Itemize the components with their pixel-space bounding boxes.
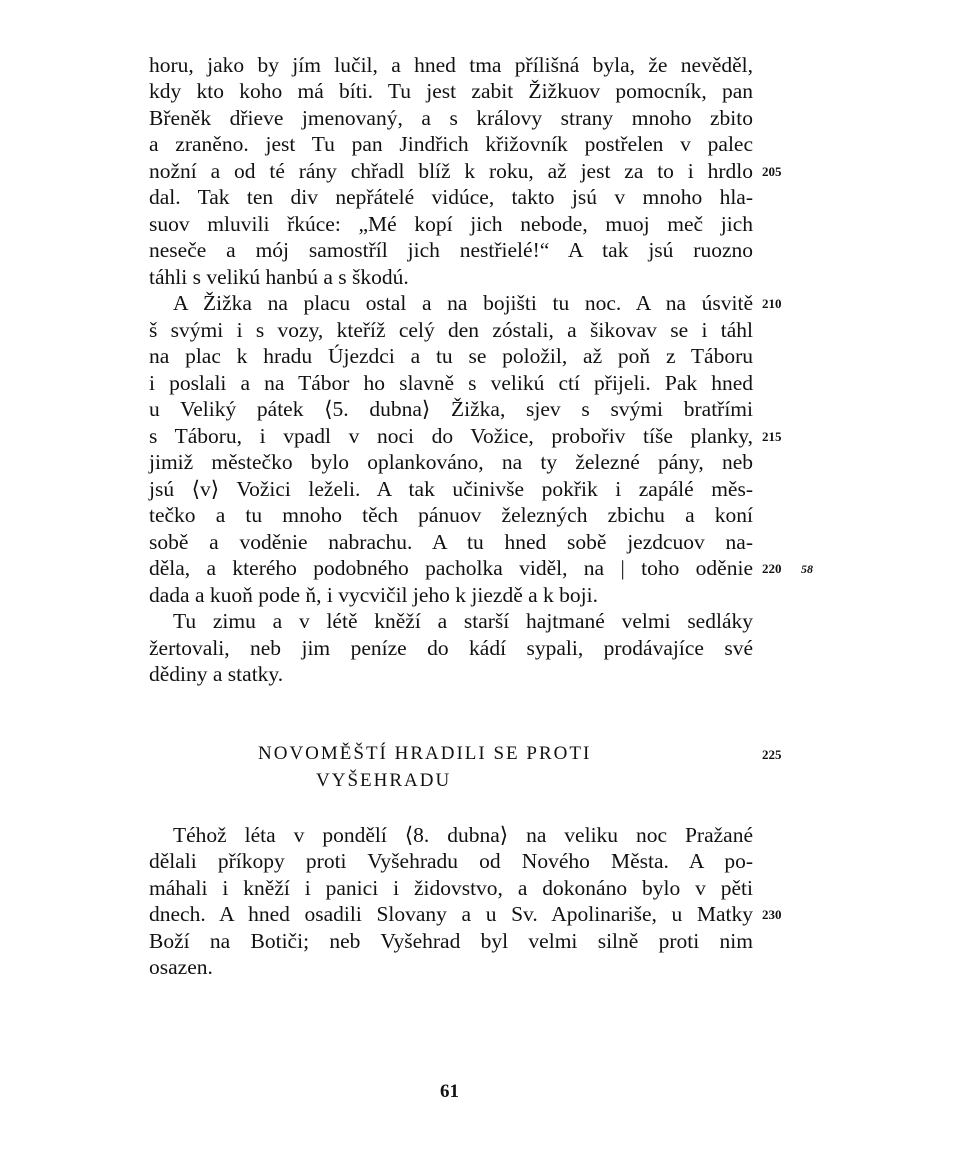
text-line: i poslali a na Tábor ho slavně s velikú ctí přijeli. Pak hned	[149, 371, 753, 395]
text-line: neseče a mój samostříl jich nestřielé!“ A tak jsú ruozno	[149, 238, 753, 262]
text-line: máhali i kněží i panici i židovstvo, a dokonáno bylo v pěti	[149, 876, 753, 900]
text-line: dělali příkopy proti Vyšehradu od Nového Města. A po-	[149, 849, 753, 873]
text-line: kdy kto koho má bíti. Tu jest zabit Žižkuov pomocník, pan	[149, 79, 753, 103]
text-line: horu, jako by jím lučil, a hned tma přílišná byla, že nevěděl,	[149, 53, 753, 77]
text-line: A Žižka na placu ostal a na bojišti tu noc. A na úsvitě	[173, 291, 753, 315]
text-line: táhli s velikú hanbú a s škodú.	[149, 265, 409, 289]
section-heading: NOVOMĚŠTÍ HRADILI SE PROTI	[258, 743, 592, 764]
text-line: dada a kuoň pode ň, i vycvičil jeho k jiezdě a k boji.	[149, 583, 598, 607]
text-line: jimiž městečko bylo oplankováno, na ty železné pány, neb	[149, 450, 753, 474]
text-line: dal. Tak ten div nepřátelé vidúce, takto jsú v mnoho hla-	[149, 185, 753, 209]
text-line: žertovali, neb jim peníze do kádí sypali, prodávajíce své	[149, 636, 753, 660]
text-line: na plac k hradu Újezdci a tu se položil, až poň z Táboru	[149, 344, 753, 368]
line-number: 220	[762, 561, 782, 576]
text-line: nožní a od té rány chřadl blíž k roku, až jest za to i hrdlo	[149, 159, 753, 183]
line-number: 205	[762, 164, 782, 179]
text-line: Tu zimu a v létě kněží a starší hajtmané velmi sedláky	[173, 609, 753, 633]
text-line: s Táboru, i vpadl v noci do Vožice, probořiv tíše planky,	[149, 424, 753, 448]
text-line: š svými i s vozy, kteříž celý den zóstali, a šikovav se i táhl	[149, 318, 753, 342]
source-page-marker: 58	[801, 562, 813, 576]
text-line: Břeněk dřieve jmenovaný, a s královy strany mnoho zbito	[149, 106, 753, 130]
line-number: 225	[762, 747, 782, 762]
text-line: a zraněno. jest Tu pan Jindřich křižovník postřelen v palec	[149, 132, 753, 156]
text-line: Téhož léta v pondělí ⟨8. dubna⟩ na veliku noc Pražané	[173, 823, 753, 847]
section-heading: VYŠEHRADU	[316, 770, 452, 791]
text-line: děla, a kterého podobného pacholka viděl, na | toho oděnie	[149, 556, 753, 580]
line-number: 215	[762, 429, 782, 444]
text-line: suov mluvili řkúce: „Mé kopí jich nebode, muoj meč jich	[149, 212, 753, 236]
text-line: Boží na Botiči; neb Vyšehrad byl velmi silně proti nim	[149, 929, 753, 953]
text-line: tečko a tu mnoho těch pánuov železných zbichu a koní	[149, 503, 753, 527]
text-line: dnech. A hned osadili Slovany a u Sv. Apolinariše, u Matky	[149, 902, 753, 926]
text-line: u Veliký pátek ⟨5. dubna⟩ Žižka, sjev s svými bratřími	[149, 397, 753, 421]
text-line: sobě a voděnie nabrachu. A tu hned sobě jezdcuov na-	[149, 530, 753, 554]
text-line: dědiny a statky.	[149, 662, 284, 686]
text-line: jsú ⟨v⟩ Vožici leželi. A tak učinivše pokřik i zapálé měs-	[149, 477, 753, 501]
line-number: 210	[762, 296, 782, 311]
page-number: 61	[440, 1081, 459, 1102]
text-line: osazen.	[149, 955, 213, 979]
line-number: 230	[762, 907, 782, 922]
